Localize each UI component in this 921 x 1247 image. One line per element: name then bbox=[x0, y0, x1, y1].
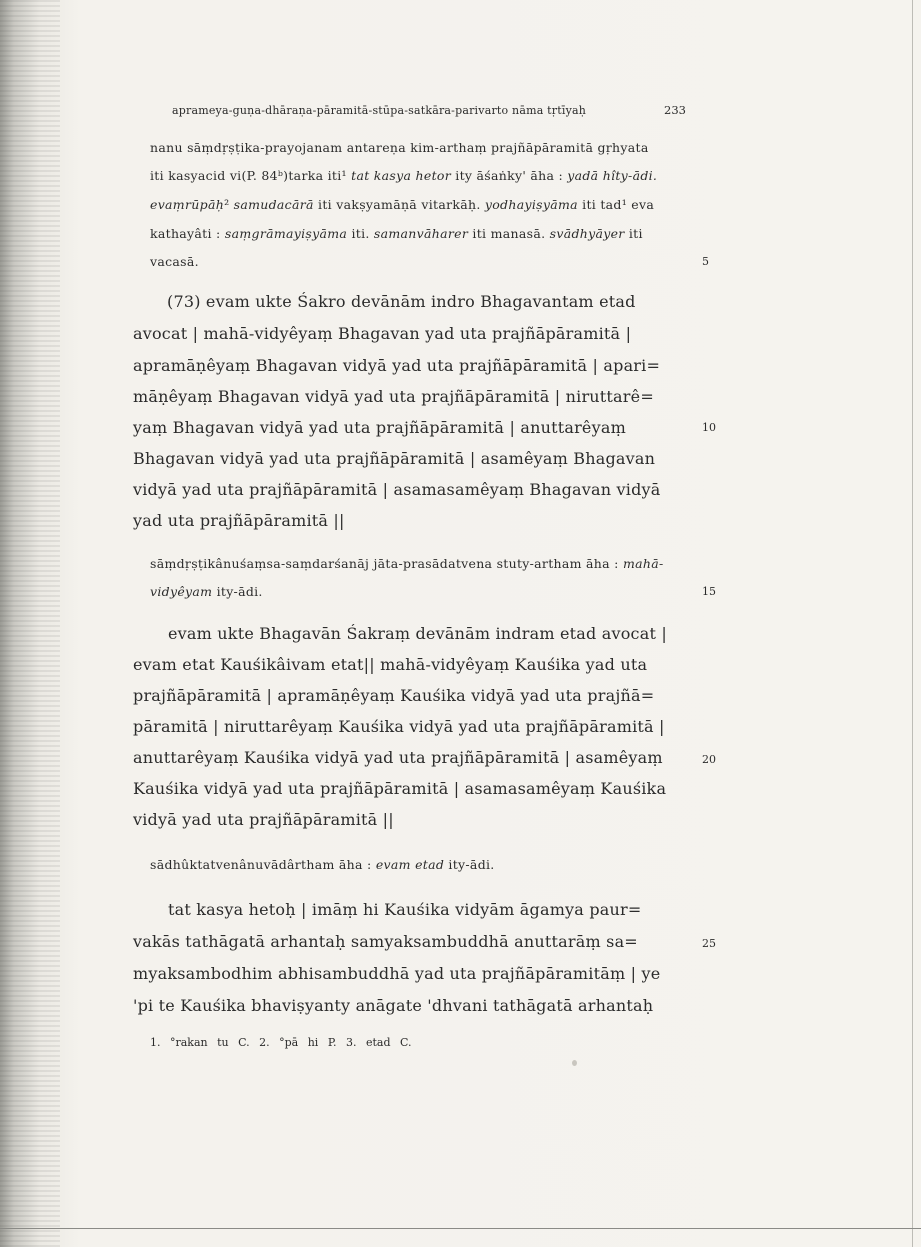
commentary-line: nanu sāṃdṛṣṭika-prayojanam antareṇa kim-arthaṃ prajñāpāramitā gṛhyata bbox=[150, 140, 649, 155]
line-number: 15 bbox=[702, 585, 716, 598]
verse-line: prajñāpāramitā | apramāṇêyaṃ Kauśika vidyā yad uta prajñā= bbox=[133, 686, 655, 705]
commentary-line: sāṃdṛṣṭikânuśaṃsa-saṃdarśanāj jāta-prasādatvena stuty-artham āha : mahā- bbox=[150, 556, 664, 571]
commentary-line: evaṃrūpāḥ² samudacārā iti vakṣyamāṇā vitarkāḥ. yodhayiṣyāma iti tad¹ eva bbox=[150, 197, 655, 212]
verse-line: yad uta prajñāpāramitā || bbox=[133, 511, 345, 530]
verse-line: vidyā yad uta prajñāpāramitā | asamasamêyaṃ Bhagavan vidyā bbox=[133, 480, 661, 499]
page-edge bbox=[912, 0, 913, 1247]
verse-line: Kauśika vidyā yad uta prajñāpāramitā | asamasamêyaṃ Kauśika bbox=[133, 779, 667, 798]
verse-line: myaksambodhim abhisambuddhā yad uta prajñāpāramitāṃ | ye bbox=[133, 964, 661, 983]
running-header: aprameya-guṇa-dhāraṇa-pāramitā-stūpa-satkāra-parivarto nāma tṛtīyaḥ bbox=[172, 104, 587, 117]
verse-line: tat kasya hetoḥ | imāṃ hi Kauśika vidyām āgamya paur= bbox=[168, 900, 642, 919]
line-number: 25 bbox=[702, 937, 716, 950]
page-number: 233 bbox=[664, 103, 686, 117]
binding-gutter bbox=[0, 0, 60, 1247]
verse-line: avocat | mahā-vidyêyaṃ Bhagavan yad uta prajñāpāramitā | bbox=[133, 324, 632, 343]
scan-speck bbox=[572, 1060, 577, 1066]
verse-line: pāramitā | niruttarêyaṃ Kauśika vidyā yad uta prajñāpāramitā | bbox=[133, 717, 665, 736]
commentary-line: vacasā. bbox=[150, 254, 199, 269]
verse-line: evam ukte Bhagavān Śakraṃ devānām indram etad avocat | bbox=[168, 624, 667, 643]
verse-line: 'pi te Kauśika bhaviṣyanty anāgate 'dhvani tathāgatā arhantaḥ bbox=[133, 996, 654, 1015]
line-number: 5 bbox=[702, 255, 709, 268]
footnotes: 1. °rakan tu C. 2. °pā hi P. 3. etad C. bbox=[150, 1036, 412, 1049]
commentary-line: sādhûktatvenânuvādârtham āha : evam etad ity-ādi. bbox=[150, 857, 495, 872]
verse-line: evam etat Kauśikâivam etat|| mahā-vidyêyaṃ Kauśika yad uta bbox=[133, 655, 648, 674]
verse-line: vakās tathāgatā arhantaḥ samyaksambuddhā anuttarāṃ sa= bbox=[133, 932, 638, 951]
verse-line: yaṃ Bhagavan vidyā yad uta prajñāpāramitā | anuttarêyaṃ bbox=[133, 418, 626, 437]
verse-line: māṇêyaṃ Bhagavan vidyā yad uta prajñāpāramitā | niruttarê= bbox=[133, 387, 654, 406]
verse-line: vidyā yad uta prajñāpāramitā || bbox=[133, 810, 394, 829]
line-number: 10 bbox=[702, 421, 716, 434]
commentary-line: iti kasyacid vi(P. 84ᵇ)tarka iti¹ tat kasya hetor ity āśaṅky' āha : yadā hîty-ādi. bbox=[150, 168, 658, 183]
commentary-line: kathayâti : saṃgrāmayiṣyāma iti. samanvāharer iti manasā. svādhyāyer iti bbox=[150, 226, 643, 241]
verse-line: Bhagavan vidyā yad uta prajñāpāramitā | asamêyaṃ Bhagavan bbox=[133, 449, 656, 468]
verse-line: apramāṇêyaṃ Bhagavan vidyā yad uta prajñāpāramitā | apari= bbox=[133, 356, 661, 375]
scan-bottom-edge bbox=[0, 1228, 921, 1229]
verse-line: (73) evam ukte Śakro devānām indro Bhagavantam etad bbox=[167, 292, 636, 311]
line-number: 20 bbox=[702, 753, 716, 766]
commentary-line: vidyêyam ity-ādi. bbox=[150, 584, 263, 599]
verse-line: anuttarêyaṃ Kauśika vidyā yad uta prajñāpāramitā | asamêyaṃ bbox=[133, 748, 663, 767]
